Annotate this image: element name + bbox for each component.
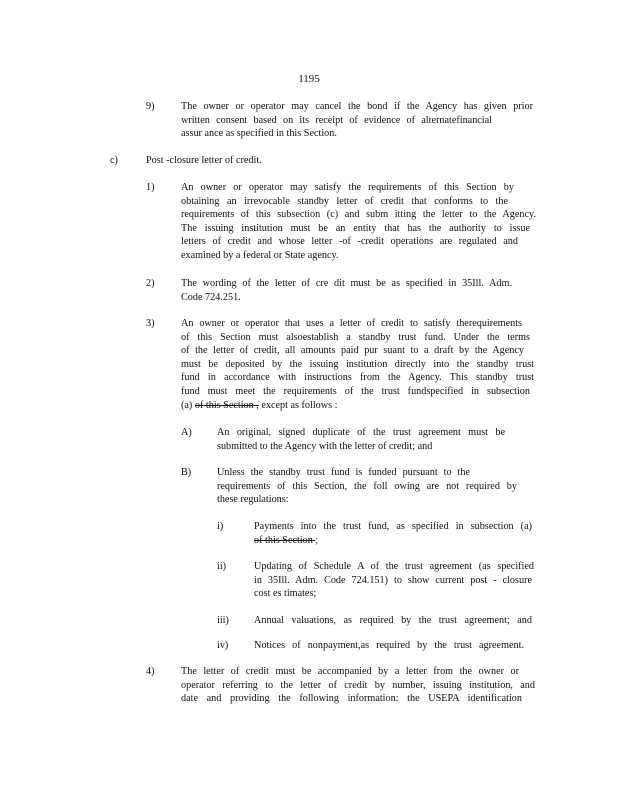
item-text: [181, 317, 534, 412]
text-line: submitted to the Agency with the letter of credit; and: [217, 440, 433, 452]
item-text: [181, 181, 536, 263]
text-line: these regulations:: [217, 494, 289, 506]
item-text: [217, 426, 505, 453]
item-label: 4): [146, 666, 155, 677]
item-label: 1): [146, 182, 155, 193]
text-line: The letter of credit must be accompanied by a letter from the owner or: [181, 666, 519, 677]
item-text: [254, 639, 524, 653]
text-line: requirements of this subsection (c) and subm itting the letter to the Agency.: [181, 209, 536, 221]
item-label: c): [110, 155, 118, 166]
item-text: [254, 520, 532, 547]
text-line: The wording of the letter of cre dit must be as specified in 35Ill. Adm.: [181, 278, 512, 289]
text-line: must be deposited by the issuing institution directly into the standby trust: [181, 358, 534, 370]
text-line: examined by a federal or State agency.: [181, 249, 339, 261]
text-line: An owner or operator that uses a letter of credit to satisfy therequirements: [181, 318, 522, 329]
item-text: [254, 560, 534, 601]
struck-text: of this Section ,: [194, 399, 259, 411]
item-label: 2): [146, 278, 155, 289]
text-line: cost es timates;: [254, 588, 317, 600]
text-line: letters of credit and whose letter -of -credit operations are regulated and: [181, 236, 518, 248]
item-label: 9): [146, 101, 155, 112]
text-line: operator referring to the letter of credit by number, issuing institution, and: [181, 679, 535, 691]
item-text: [181, 277, 512, 304]
text-line: fund must meet the requirements of the trust fundspecified in subsection: [181, 385, 530, 397]
section-heading: Post -closure letter of credit.: [146, 155, 262, 166]
text-line: Updating of Schedule A of the trust agreement (as specified: [254, 561, 534, 572]
item-label: A): [181, 427, 192, 438]
text-fragment: (a): [181, 399, 195, 411]
text-line: Annual valuations, as required by the trust agreement; and: [254, 615, 532, 626]
text-line: Notices of nonpayment,as required by the trust agreement.: [254, 640, 524, 651]
item-label: B): [181, 467, 192, 478]
text-line: requirements of this Section, the foll owing are not required by: [217, 480, 517, 492]
text-line: [181, 399, 534, 413]
text-line: An original, signed duplicate of the trust agreement must be: [217, 427, 505, 438]
text-line: assur ance as specified in this Section.: [181, 128, 337, 140]
item-label: iii): [217, 615, 229, 626]
item-text: [254, 614, 532, 628]
text-line: fund in accordance with instructions from the Agency. This standby trust: [181, 372, 534, 384]
page-number: 1195: [298, 73, 320, 85]
text-line: in 35Ill. Adm. Code 724.151) to show current post - closure: [254, 574, 532, 586]
text-line: The owner or operator may cancel the bond if the Agency has given prior: [181, 101, 533, 112]
text-fragment: ;: [315, 534, 319, 546]
text-line: obtaining an irrevocable standby letter of credit that conforms to the: [181, 195, 508, 207]
item-label: 3): [146, 318, 155, 329]
item-label: i): [217, 521, 224, 532]
text-line: Payments into the trust fund, as specified in subsection (a): [254, 521, 532, 532]
struck-text: of this Section: [254, 534, 316, 546]
text-line: date and providing the following information: the USEPA identification: [181, 693, 522, 705]
text-line: written consent based on its receipt of evidence of alternatefinancial: [181, 114, 492, 126]
item-label: ii): [217, 561, 227, 572]
text-line: Unless the standby trust fund is funded pursuant to the: [217, 467, 470, 478]
text-line: Code 724.251.: [181, 291, 241, 303]
text-line: An owner or operator may satisfy the requirements of this Section by: [181, 182, 514, 193]
text-line: of this Section must alsoestablish a standby trust fund. Under the terms: [181, 331, 530, 343]
text-line: [254, 534, 532, 548]
item-text: [217, 466, 517, 507]
text-fragment: except as follows :: [258, 399, 338, 411]
item-text: [181, 665, 535, 706]
item-label: iv): [217, 640, 229, 651]
text-line: The issuing institution must be an entity that has the authority to issue: [181, 222, 530, 234]
item-text: [181, 100, 533, 141]
text-line: of the letter of credit, all amounts paid pur suant to a draft by the Agency: [181, 345, 524, 357]
